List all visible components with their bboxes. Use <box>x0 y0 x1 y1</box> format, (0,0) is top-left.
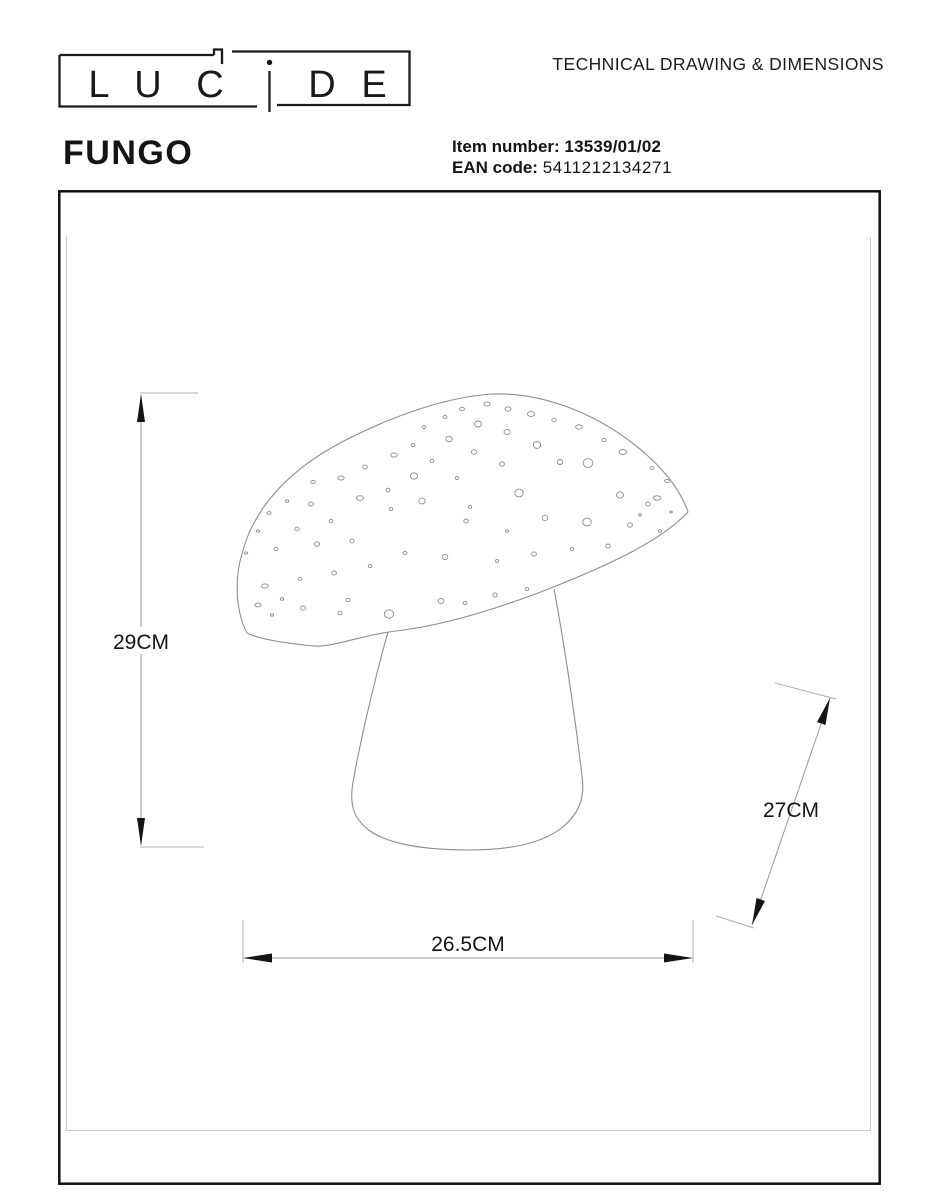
height-dimension-label: 29CM <box>112 631 170 654</box>
arrow-down-left-icon <box>752 898 765 925</box>
item-number-value: 13539/01/02 <box>564 137 662 156</box>
diagonal-dimension-label: 27CM <box>762 799 820 822</box>
ean-code-value: 5411212134271 <box>542 157 673 177</box>
logo-letter: E <box>361 64 387 106</box>
height-dimension <box>109 393 204 847</box>
product-codes <box>452 137 672 178</box>
width-dimension-label: 26.5CM <box>431 933 505 956</box>
arrow-up-icon <box>137 394 145 422</box>
logo-letter: U <box>134 64 162 106</box>
item-number-row <box>452 137 672 158</box>
arrow-down-icon <box>137 818 145 846</box>
arrow-left-icon <box>243 954 272 963</box>
lucide-logo <box>0 0 430 130</box>
product-title: FUNGO <box>63 134 194 172</box>
diagonal-ext-top <box>775 683 836 699</box>
diagonal-dimension <box>716 683 836 928</box>
ean-code-row <box>452 158 672 179</box>
item-number-label: Item number: <box>452 137 560 156</box>
diagonal-ext-bottom <box>716 916 754 928</box>
logo-letters <box>88 64 386 106</box>
arrow-up-right-icon <box>817 698 830 725</box>
logo-i-dot <box>267 60 272 65</box>
doc-title: TECHNICAL DRAWING & DIMENSIONS <box>552 54 884 74</box>
ean-code-label: EAN code: <box>452 157 538 177</box>
logo-letter: C <box>196 64 224 106</box>
width-dimension <box>243 920 693 963</box>
arrow-right-icon <box>664 954 693 963</box>
logo-c-accent <box>214 50 222 65</box>
logo-frame <box>60 50 410 113</box>
logo-letter: D <box>308 64 336 106</box>
technical-drawing <box>58 190 881 1185</box>
mushroom-cap <box>237 394 688 646</box>
logo-letter: L <box>88 64 110 106</box>
